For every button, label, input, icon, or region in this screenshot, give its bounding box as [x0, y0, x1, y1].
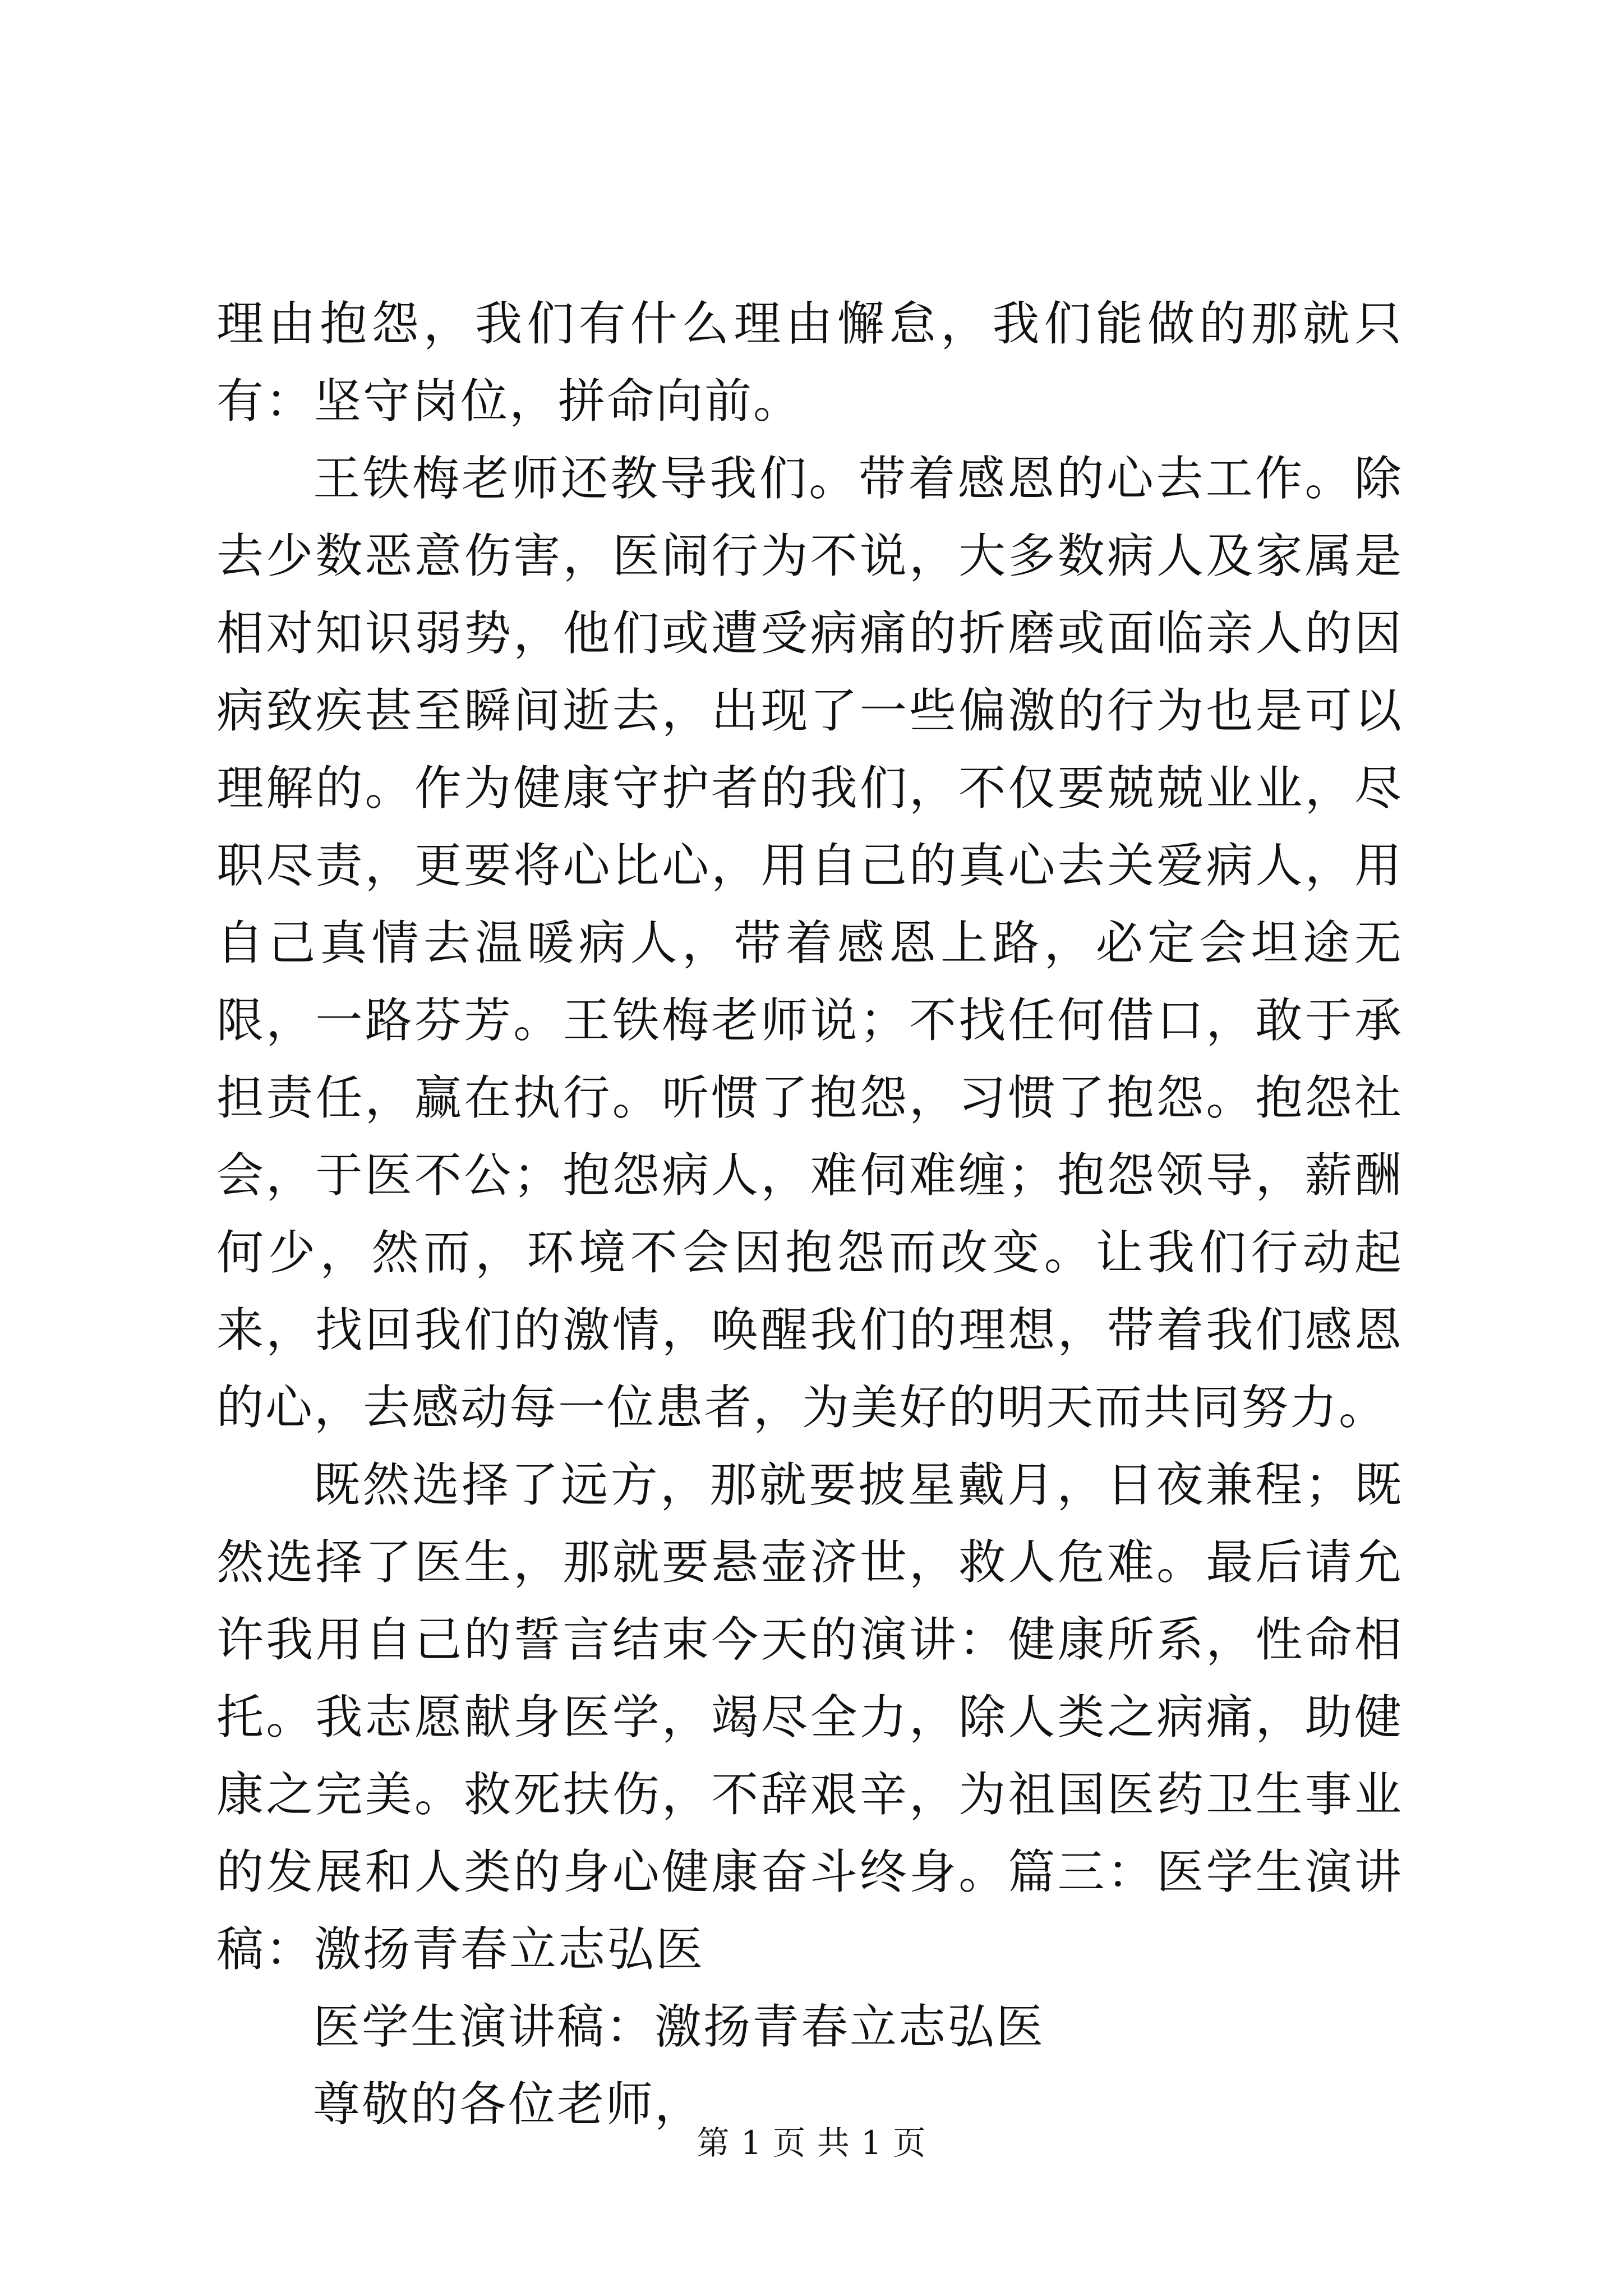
- salutation: 尊敬的各位老师，: [313, 2077, 704, 2132]
- paragraph-oath: 既然选择了远方，那就要披星戴月，日夜兼程；既然选择了医生，那就要悬壶济世，救人危难。最后请允许我用自己的誓言结束今天的演讲：健康所系，性命相托。我志愿献身医学，竭尽全力，除人类之病痛，助健康之完美。救死扶伤，不辞艰辛，为祖国医药卫生事业的发展和人类的身心健康奋斗终身。篇三：医学生演讲稿：激扬青春立志弘医: [216, 1457, 1403, 1977]
- paragraph-continuation: 理由抱怨，我们有什么理由懈怠，我们能做的那就只有：坚守岗位，拼命向前。: [216, 296, 1403, 429]
- document-body: [216, 285, 1403, 2143]
- paragraph-gratitude: 王铁梅老师还教导我们。带着感恩的心去工作。除去少数恶意伤害，医闹行为不说，大多数病人及家属是相对知识弱势，他们或遭受病痛的折磨或面临亲人的因病致疾甚至瞬间逝去，出现了一些偏激的行为也是可以理解的。作为健康守护者的我们，不仅要兢兢业业，尽职尽责，更要将心比心，用自己的真心去关爱病人，用自己真情去温暖病人，带着感恩上路，必定会坦途无限，一路芬芳。王铁梅老师说；不找任何借口，敢于承担责任，赢在执行。听惯了抱怨，习惯了抱怨。抱怨社会，于医不公；抱怨病人，难伺难缠；抱怨领导，薪酬何少，然而，环境不会因抱怨而改变。让我们行动起来，找回我们的激情，唤醒我们的理想，带着我们感恩的心，去感动每一位患者，为美好的明天而共同努力。: [216, 451, 1403, 1435]
- speech-title: 医学生演讲稿：激扬青春立志弘医: [313, 1999, 1045, 2054]
- page-footer: 第 1 页 共 1 页: [697, 2124, 926, 2162]
